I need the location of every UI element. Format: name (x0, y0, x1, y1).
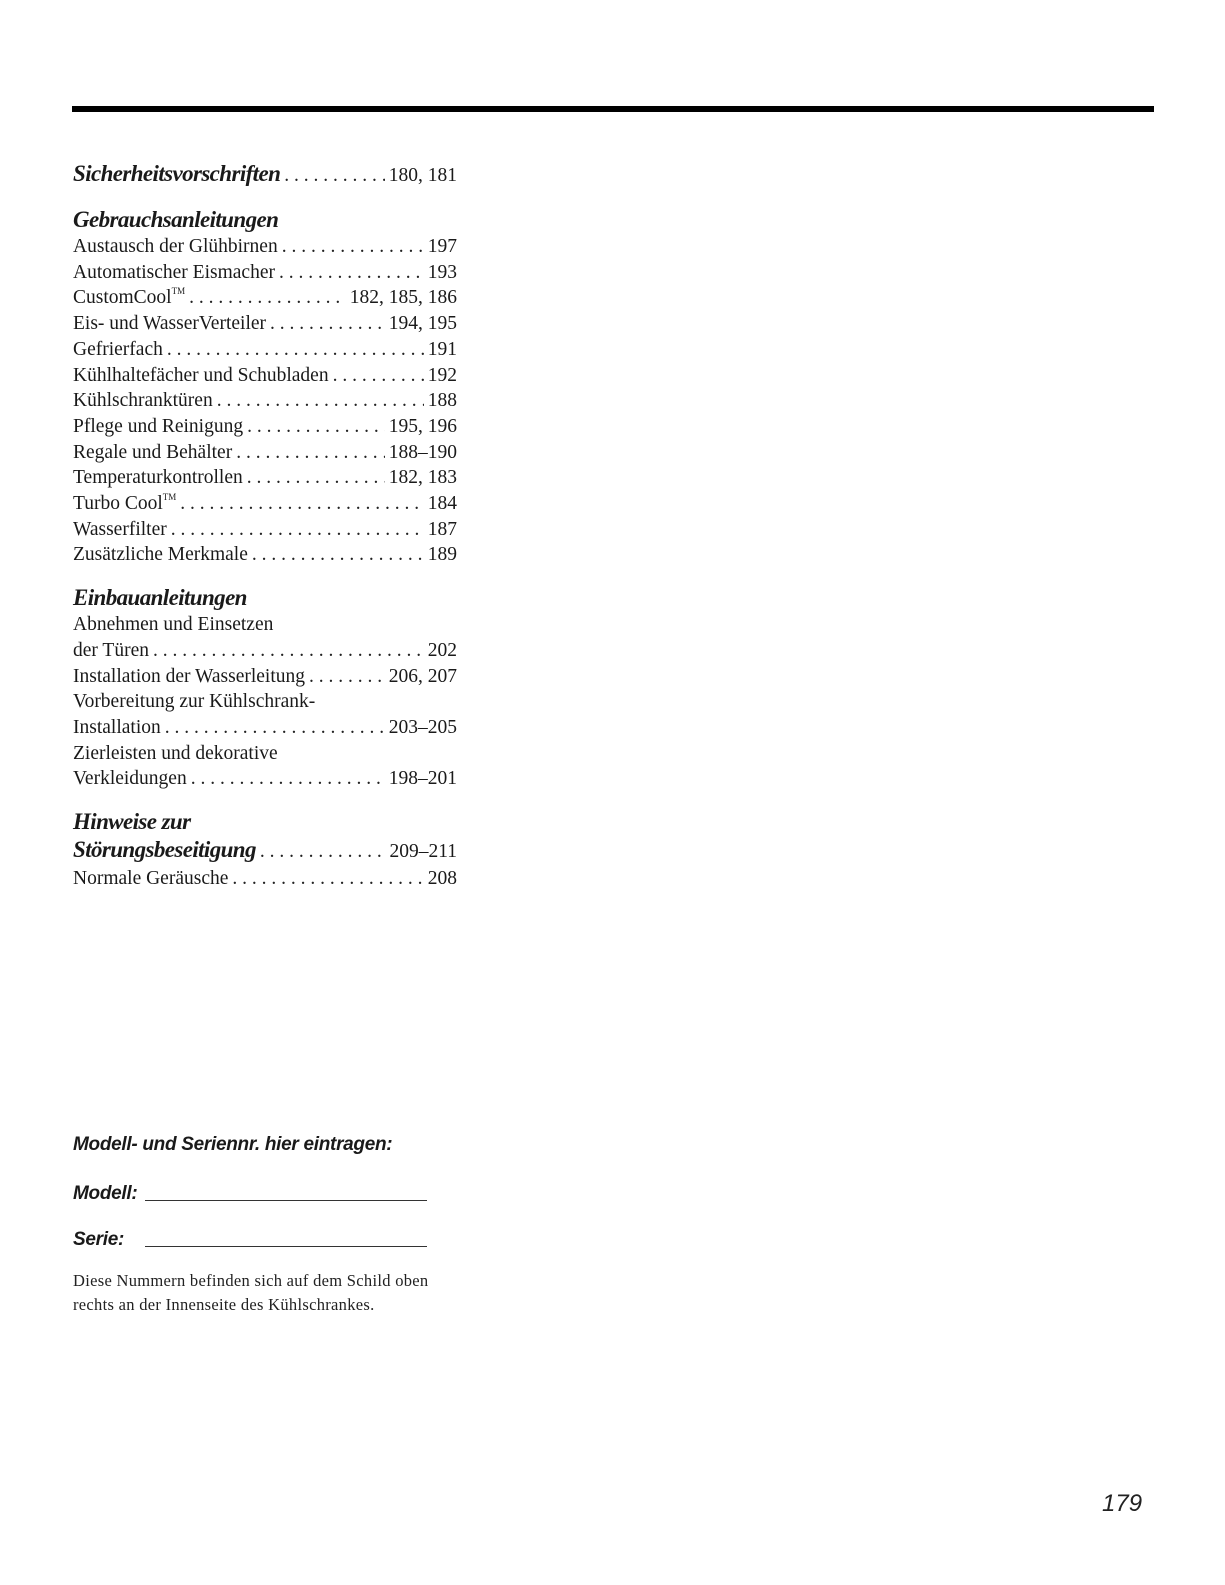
toc-doors-line1: Abnehmen und Einsetzen (73, 614, 274, 636)
toc-entry-operating-item[interactable] (73, 260, 457, 286)
model-field-row (73, 1177, 443, 1205)
dot-leader (236, 440, 385, 466)
toc-item-label (73, 542, 248, 568)
toc-doors-label: der Türen (73, 639, 149, 661)
toc-item-label (73, 234, 278, 260)
toc-operating-heading: Gebrauchsanleitungen (73, 207, 279, 232)
toc-prep-pages: 203–205 (388, 716, 457, 738)
toc-item-label-text: Zusätzliche Merkmale (73, 544, 248, 566)
table-of-contents (73, 160, 457, 892)
toc-item-pages: 188–190 (388, 441, 457, 463)
toc-item-label-text: Turbo Cool (73, 493, 163, 515)
dot-leader (247, 465, 385, 491)
trademark-mark: TM (162, 492, 177, 503)
toc-item-label-text: Eis- und WasserVerteiler (73, 313, 267, 335)
dot-leader (189, 285, 346, 311)
toc-item-label (73, 414, 243, 440)
dot-leader (247, 414, 385, 440)
dot-leader (284, 162, 384, 190)
toc-trim-label: Verkleidungen (73, 768, 187, 790)
toc-prep-line1: Vorbereitung zur Kühlschrank- (73, 691, 316, 713)
dot-leader (282, 234, 424, 260)
toc-item-label (73, 285, 185, 311)
toc-doors-pages: 202 (427, 639, 457, 661)
toc-section-operating (73, 206, 457, 568)
toc-entry-operating-item[interactable] (73, 517, 457, 543)
toc-entry-operating-item[interactable] (73, 285, 457, 311)
toc-entry-operating-item[interactable] (73, 414, 457, 440)
dot-leader (171, 517, 424, 543)
toc-entry-operating-item[interactable] (73, 234, 457, 260)
dot-leader (180, 491, 423, 517)
toc-water-pages: 206, 207 (388, 665, 457, 687)
toc-water-label: Installation der Wasserleitung (73, 665, 306, 687)
toc-item-pages: 182, 183 (388, 467, 457, 489)
dot-leader (153, 638, 424, 664)
toc-troubleshooting-pages: 209–211 (389, 841, 457, 863)
top-rule (72, 106, 1154, 112)
toc-operating-list (73, 234, 457, 568)
toc-troubleshooting-label: Störungsbeseitigung (73, 837, 256, 863)
toc-section-installation (73, 584, 457, 792)
dot-leader (252, 542, 424, 568)
toc-item-label-text: CustomCool (73, 287, 172, 309)
toc-safety-label: Sicherheitsvorschriften (73, 161, 281, 186)
model-serial-title: Modell- und Seriennr. hier eintragen: (73, 1134, 393, 1155)
model-location-note: Diese Nummern befinden sich auf dem Schild oben rechts an der Innenseite des Kühlschrankes. (73, 1271, 429, 1314)
toc-item-label-text: Regale und Behälter (73, 441, 233, 463)
toc-item-pages: 193 (427, 261, 457, 283)
toc-item-label (73, 440, 232, 466)
toc-item-label (73, 363, 329, 389)
toc-sounds-label: Normale Geräusche (73, 868, 229, 890)
toc-entry-operating-item[interactable] (73, 542, 457, 568)
toc-item-label (73, 311, 266, 337)
toc-item-pages: 189 (427, 544, 457, 566)
model-label: Modell: (73, 1183, 138, 1204)
toc-item-pages: 184 (427, 493, 457, 515)
toc-item-pages: 188 (427, 390, 457, 412)
toc-item-pages: 197 (427, 236, 457, 257)
toc-item-label (73, 337, 163, 363)
toc-entry-water-line[interactable] (73, 664, 457, 690)
toc-item-pages: 187 (427, 518, 457, 540)
toc-entry-operating-item[interactable] (73, 363, 457, 389)
dot-leader (270, 311, 385, 337)
toc-item-label-text: Temperaturkontrollen (73, 467, 243, 489)
toc-entry-operating-item[interactable] (73, 465, 457, 491)
toc-entry-preparation[interactable] (73, 715, 457, 741)
toc-item-label-text: Pflege und Reinigung (73, 415, 244, 437)
toc-entry-troubleshooting[interactable] (73, 836, 457, 866)
dot-leader (309, 664, 385, 690)
toc-item-label (73, 491, 176, 517)
dot-leader (217, 388, 424, 414)
toc-entry-doors[interactable] (73, 638, 457, 664)
toc-entry-operating-item[interactable] (73, 311, 457, 337)
dot-leader (167, 337, 424, 363)
serial-label: Serie: (73, 1229, 125, 1250)
dot-leader (333, 363, 424, 389)
toc-item-label-text: Gefrierfach (73, 338, 163, 360)
toc-prep-label: Installation (73, 716, 161, 738)
toc-sounds-pages: 208 (427, 868, 457, 890)
toc-entry-safety[interactable] (73, 160, 457, 190)
model-field[interactable] (145, 1178, 427, 1201)
toc-item-pages: 182, 185, 186 (349, 287, 457, 309)
dot-leader (165, 715, 385, 741)
toc-trim-pages: 198–201 (388, 768, 457, 790)
serial-field-row (73, 1223, 443, 1251)
dot-leader (232, 866, 423, 892)
toc-section-safety (73, 160, 457, 190)
toc-item-pages: 194, 195 (388, 313, 457, 335)
dot-leader (279, 260, 424, 286)
model-serial-box (73, 1133, 443, 1317)
dot-leader (191, 766, 385, 792)
toc-section-troubleshooting (73, 808, 457, 892)
toc-trim-line1: Zierleisten und dekorative (73, 742, 278, 764)
toc-item-label-text: Kühlschranktüren (73, 390, 213, 412)
toc-entry-operating-item[interactable] (73, 491, 457, 517)
toc-entry-trim[interactable] (73, 766, 457, 792)
serial-field[interactable] (145, 1224, 427, 1247)
toc-item-label-text: Kühlhaltefächer und Schubladen (73, 364, 329, 386)
toc-item-label (73, 465, 243, 491)
trademark-mark: TM (171, 286, 186, 297)
page-number: 179 (1102, 1490, 1143, 1517)
toc-installation-heading: Einbauanleitungen (73, 585, 247, 611)
toc-entry-normal-sounds[interactable] (73, 866, 457, 892)
toc-item-label-text: Automatischer Eismacher (73, 261, 275, 283)
toc-safety-pages: 180, 181 (388, 165, 457, 186)
toc-item-pages: 195, 196 (388, 415, 457, 437)
toc-item-label (73, 517, 167, 543)
toc-item-label (73, 260, 275, 286)
toc-item-label-text: Wasserfilter (73, 518, 167, 540)
toc-item-pages: 192 (427, 364, 457, 386)
toc-item-label (73, 388, 213, 414)
toc-entry-operating-item[interactable] (73, 337, 457, 363)
toc-item-pages: 191 (427, 338, 457, 360)
toc-item-label-text: Austausch der Glühbirnen (73, 236, 278, 257)
toc-entry-operating-item[interactable] (73, 440, 457, 466)
toc-troubleshooting-heading-line1: Hinweise zur (73, 809, 191, 835)
dot-leader (260, 838, 386, 866)
toc-entry-operating-item[interactable] (73, 388, 457, 414)
